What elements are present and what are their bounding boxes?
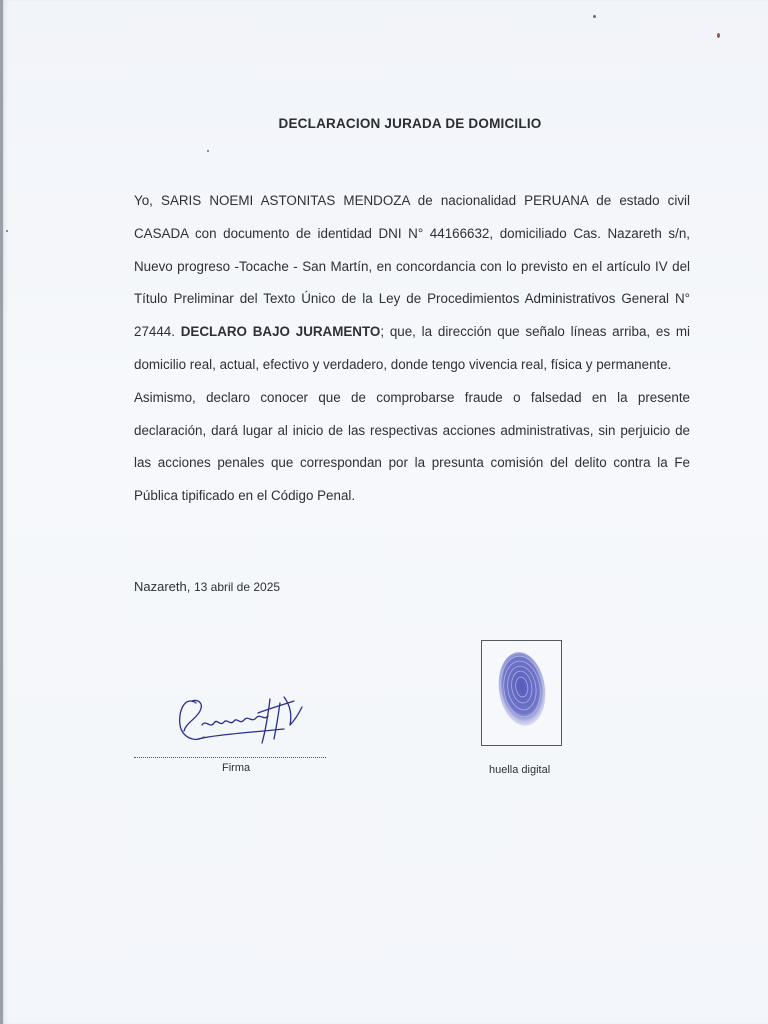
date-text: 13 abril de 2025 <box>193 580 281 594</box>
signature-line <box>134 757 326 758</box>
scan-speck <box>207 150 209 152</box>
scan-speck <box>717 33 720 38</box>
scan-speck <box>6 230 8 232</box>
place-and-date <box>134 579 280 594</box>
scan-speck <box>593 15 596 18</box>
handwritten-signature <box>134 685 329 755</box>
paragraph-1-continuation: ; que, la dirección que señalo líneas arriba, es mi domicilio real, actual, efectivo y verdadero, donde tengo vivencia real, física y permanente. <box>134 324 690 372</box>
oath-emphasis: DECLARO BAJO JURAMENTO <box>180 324 381 340</box>
place-text: Nazareth, <box>134 579 194 594</box>
declaration-paragraph-1 <box>134 185 690 382</box>
signature-label: Firma <box>222 762 251 774</box>
document-title: DECLARACION JURADA DE DOMICILIO <box>278 116 542 131</box>
page-edge <box>0 0 3 1024</box>
fingerprint-label: huella digital <box>489 764 551 776</box>
paragraph-1-text: Yo, SARIS NOEMI ASTONITAS MENDOZA de nacionalidad PERUANA de estado civil CASADA con documento de identidad DNI N° 44166632, domiciliado Cas. Nazareth s/n, Nuevo progreso -Tocache - San Martín, en concordancia con lo previsto en el artículo IV del Título Preliminar del Texto Único de la Ley de Procedimientos Administrativos General N° 27444. <box>134 193 690 340</box>
fingerprint-box <box>481 640 562 746</box>
declaration-body <box>134 185 690 513</box>
fingerprint-image <box>482 641 561 745</box>
declaration-paragraph-2: Asimismo, declaro conocer que de comprobarse fraude o falsedad en la presente declaración, dará lugar al inicio de las respectivas acciones administrativas, sin perjuicio de las acciones penales que correspondan por la presunta comisión del delito contra la Fe Pública tipificado en el Código Penal. <box>134 389 690 504</box>
